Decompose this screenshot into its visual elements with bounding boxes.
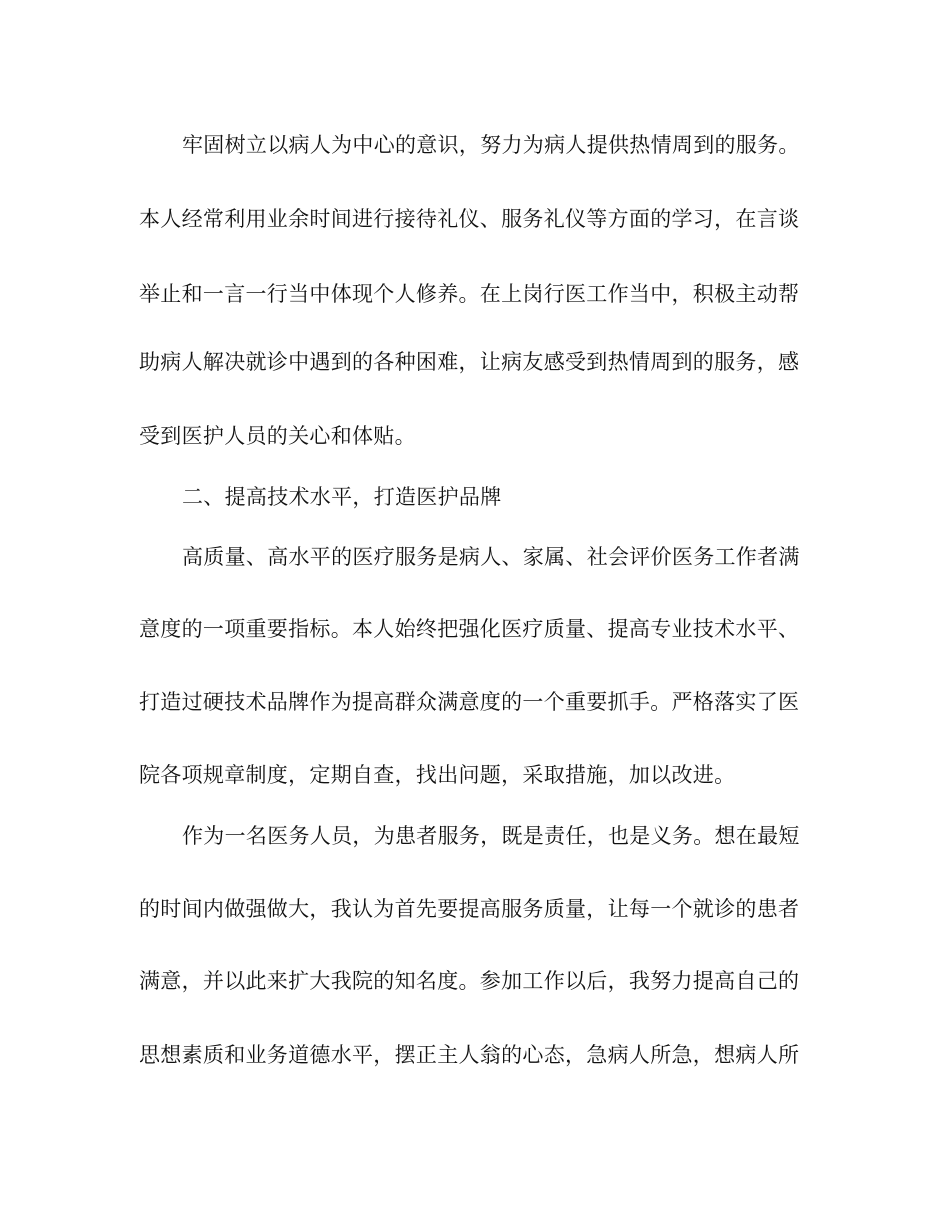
section-heading: 二、提高技术水平，打造医护品牌 bbox=[182, 485, 502, 509]
paragraph-line: 打造过硬技术品牌作为提高群众满意度的一个重要抓手。严格落实了医 bbox=[139, 690, 800, 714]
paragraph-line: 举止和一言一行当中体现个人修养。在上岗行医工作当中，积极主动帮 bbox=[139, 282, 800, 306]
paragraph-line: 助病人解决就诊中遇到的各种困难，让病友感受到热情周到的服务，感 bbox=[139, 350, 800, 374]
paragraph-line: 牢固树立以病人为中心的意识，努力为病人提供热情周到的服务。 bbox=[182, 133, 800, 157]
paragraph-line: 本人经常利用业余时间进行接待礼仪、服务礼仪等方面的学习，在言谈 bbox=[139, 207, 800, 231]
paragraph-line: 院各项规章制度，定期自查，找出问题，采取措施，加以改进。 bbox=[139, 763, 736, 787]
paragraph-line: 高质量、高水平的医疗服务是病人、家属、社会评价医务工作者满 bbox=[182, 545, 800, 569]
paragraph-line: 思想素质和业务道德水平，摆正主人翁的心态，急病人所急，想病人所 bbox=[139, 1043, 800, 1067]
paragraph-line: 受到医护人员的关心和体贴。 bbox=[139, 424, 416, 448]
paragraph-line: 满意，并以此来扩大我院的知名度。参加工作以后，我努力提高自己的 bbox=[139, 969, 800, 993]
paragraph-line: 的时间内做强做大，我认为首先要提高服务质量，让每一个就诊的患者 bbox=[139, 897, 800, 921]
paragraph-line: 意度的一项重要指标。本人始终把强化医疗质量、提高专业技术水平、 bbox=[139, 617, 800, 641]
paragraph-line: 作为一名医务人员，为患者服务，既是责任，也是义务。想在最短 bbox=[182, 824, 800, 848]
